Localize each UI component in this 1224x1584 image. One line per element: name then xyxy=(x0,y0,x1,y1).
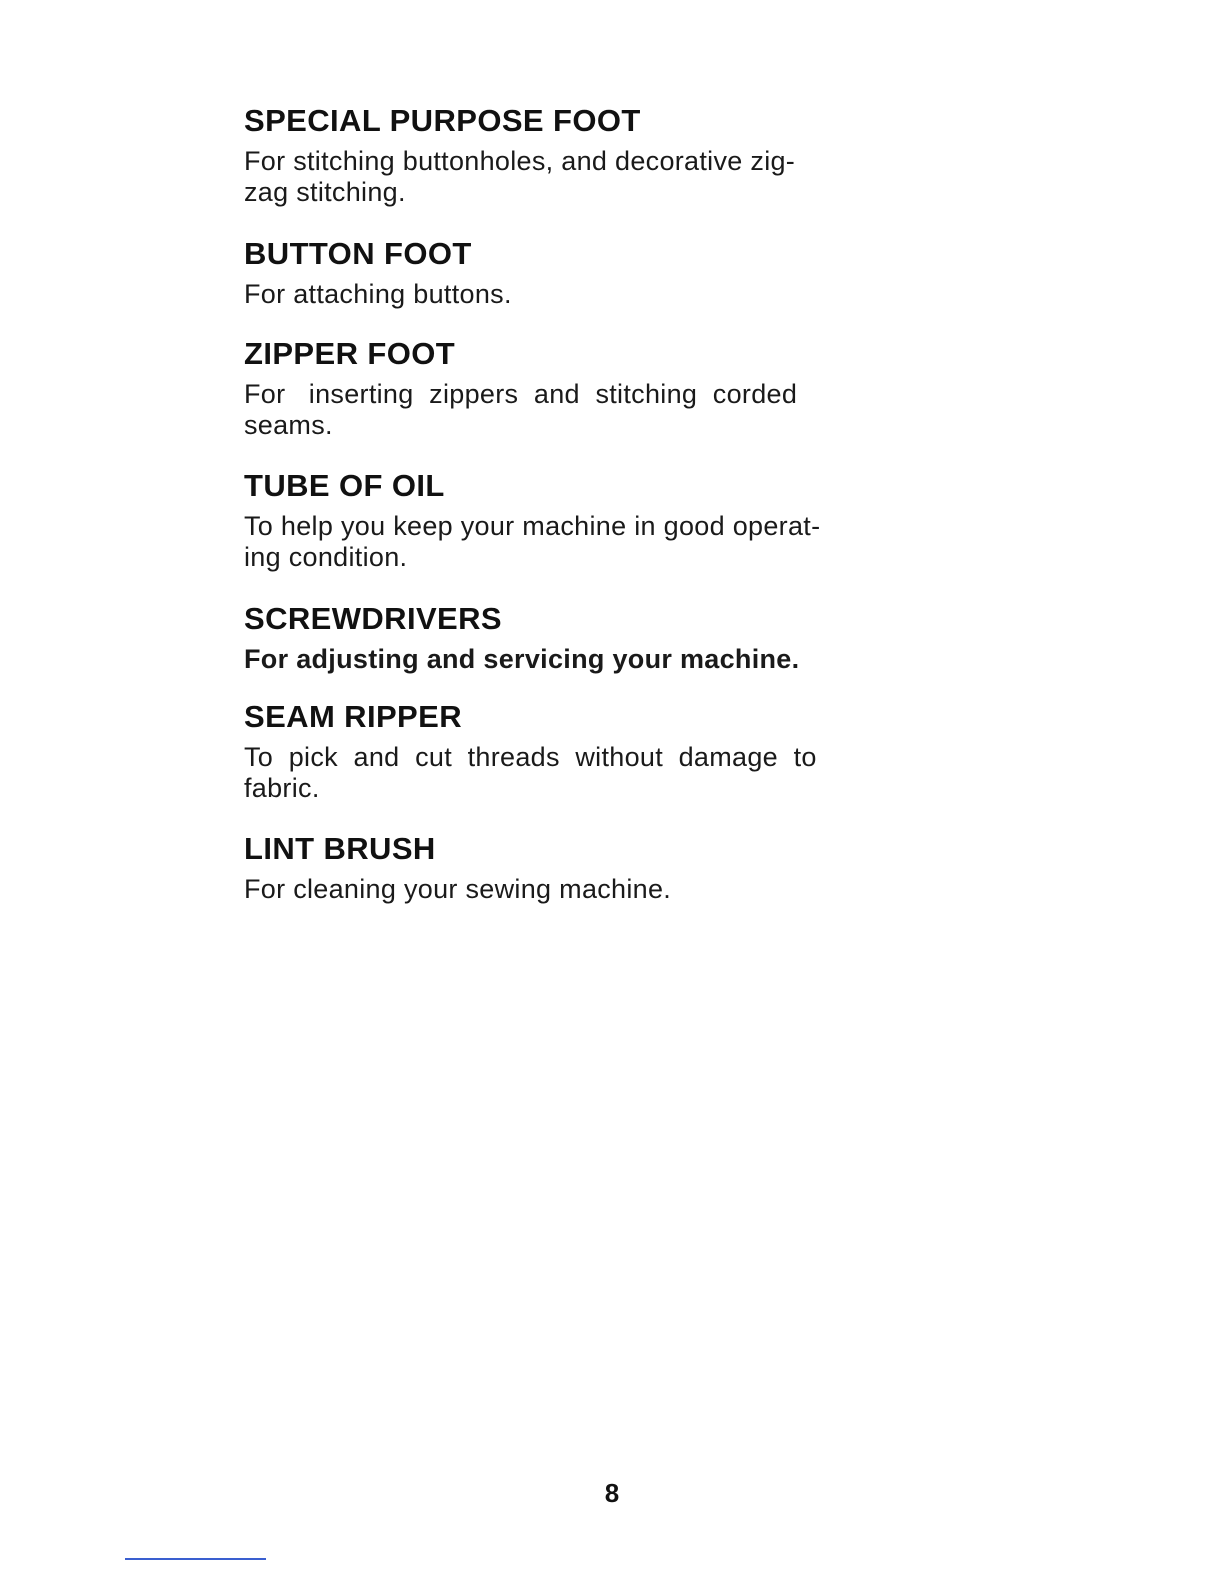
section-description: For inserting zippers and stitching corded seams. xyxy=(244,379,798,440)
page-number: 8 xyxy=(604,1478,620,1508)
bottom-rule xyxy=(125,1558,266,1560)
page-content xyxy=(244,102,878,905)
section-heading: BUTTON FOOT xyxy=(244,236,472,271)
section-lint-brush xyxy=(244,830,878,905)
section-description: For attaching buttons. xyxy=(244,279,512,309)
section-seam-ripper xyxy=(244,698,878,804)
section-special-purpose-foot xyxy=(244,102,878,208)
section-description: To pick and cut threads without damage to fabric. xyxy=(244,742,817,803)
section-button-foot xyxy=(244,235,878,310)
section-description: For adjusting and servicing your machine. xyxy=(244,644,800,674)
section-tube-of-oil xyxy=(244,467,878,573)
section-heading: SEAM RIPPER xyxy=(244,699,462,734)
section-heading: LINT BRUSH xyxy=(244,831,436,866)
section-heading: SPECIAL PURPOSE FOOT xyxy=(244,103,641,138)
section-description: To help you keep your machine in good operat- ing condition. xyxy=(244,511,821,572)
section-zipper-foot xyxy=(244,335,878,441)
section-description: For cleaning your sewing machine. xyxy=(244,874,672,904)
section-description: For stitching buttonholes, and decorative zig- zag stitching. xyxy=(244,146,796,207)
section-heading: ZIPPER FOOT xyxy=(244,336,456,371)
section-heading: TUBE OF OIL xyxy=(244,468,445,503)
section-heading: SCREWDRIVERS xyxy=(244,601,502,636)
section-screwdrivers xyxy=(244,600,878,675)
